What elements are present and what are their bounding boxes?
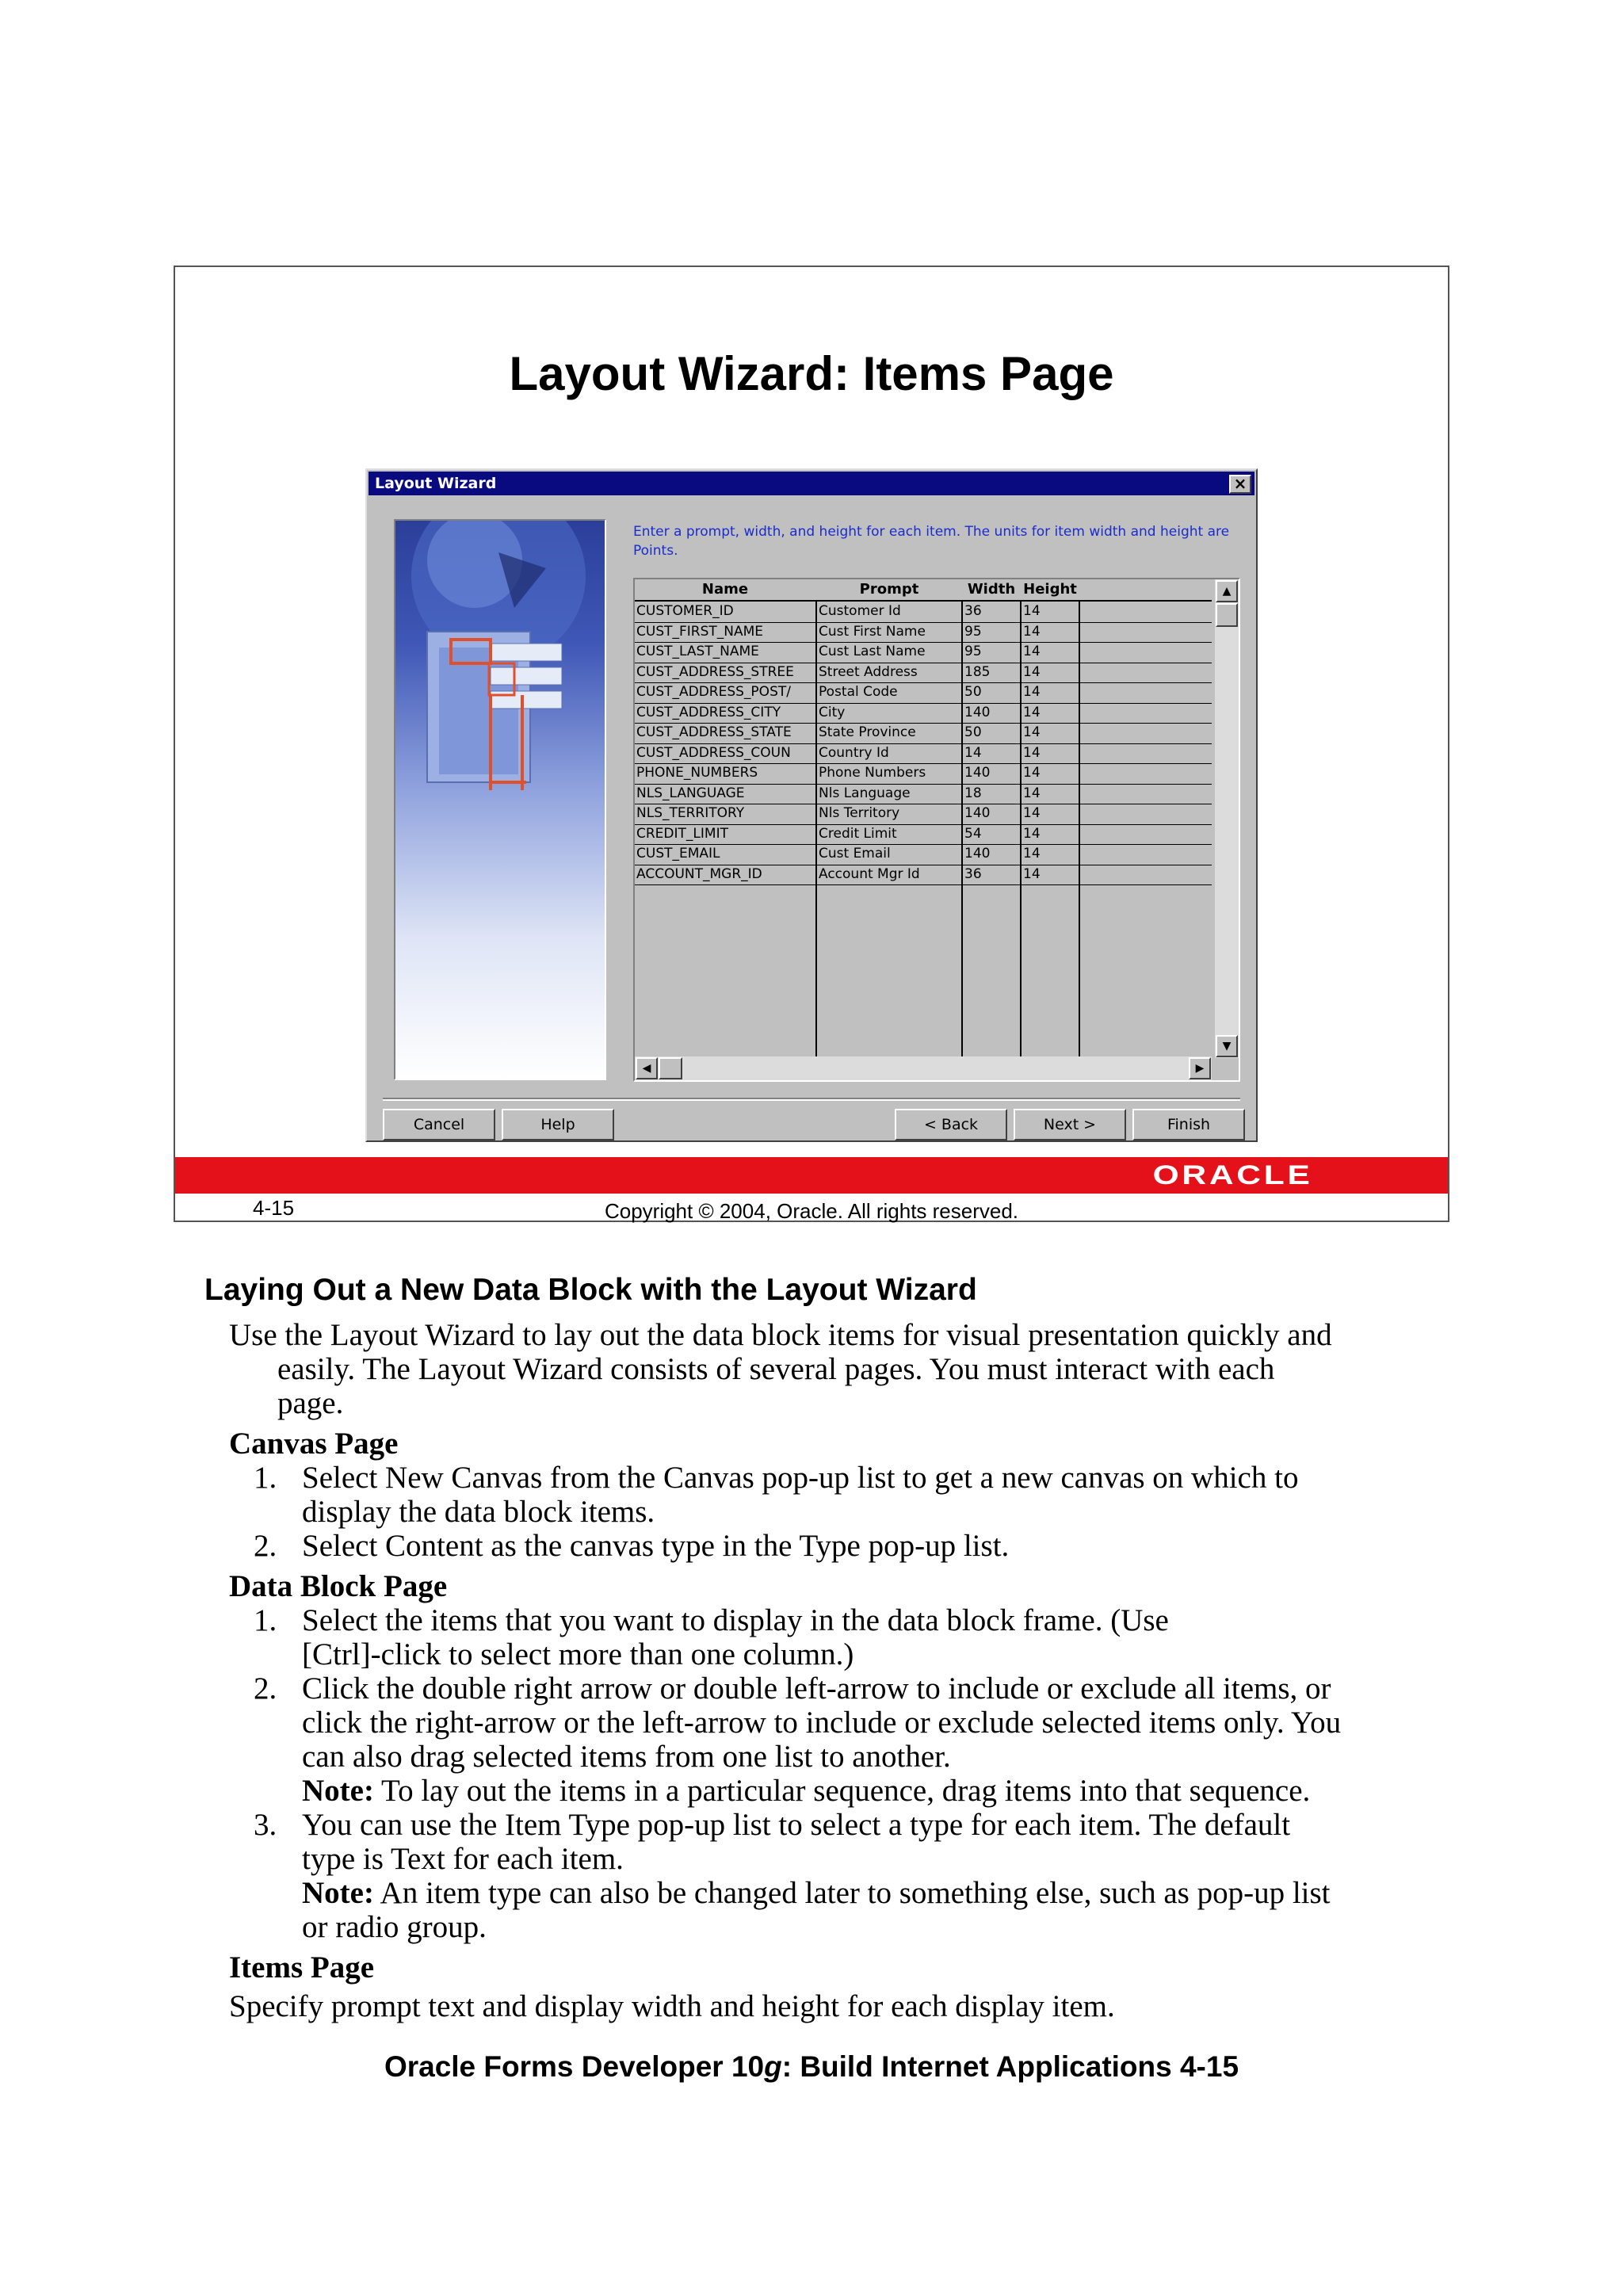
scroll-thumb[interactable] — [659, 1057, 682, 1079]
cell-width[interactable]: 36 — [964, 865, 982, 882]
cell-name[interactable]: CUST_ADDRESS_STATE — [636, 724, 792, 740]
cell-prompt[interactable]: Customer Id — [819, 603, 901, 619]
cell-width[interactable]: 95 — [964, 644, 982, 659]
list-number: 2. — [254, 1529, 277, 1563]
footer-g: g — [764, 2050, 782, 2083]
table-row[interactable] — [635, 622, 1212, 644]
footer-version: 10 — [731, 2050, 765, 2083]
cell-height[interactable]: 14 — [1023, 704, 1041, 720]
table-row[interactable] — [635, 763, 1212, 785]
cancel-button[interactable]: Cancel — [383, 1109, 495, 1140]
table-row[interactable] — [635, 642, 1212, 663]
intro-line-2: easily. The Layout Wizard consists of several pages. You must interact with each — [277, 1352, 1275, 1386]
cell-height[interactable]: 14 — [1023, 724, 1041, 740]
table-row[interactable] — [635, 602, 1212, 623]
list-text: You can use the Item Type pop-up list to select a type for each item. The default — [302, 1808, 1291, 1842]
cell-height[interactable]: 14 — [1023, 644, 1041, 659]
table-row[interactable] — [635, 743, 1212, 765]
header-width: Width — [967, 581, 1016, 598]
cell-height[interactable]: 14 — [1023, 623, 1041, 640]
table-row[interactable] — [635, 682, 1212, 704]
cell-name[interactable]: CUST_ADDRESS_COUN — [636, 744, 791, 761]
list-text: Select Content as the canvas type in the Type pop-up list. — [302, 1529, 1010, 1563]
finish-button[interactable]: Finish — [1132, 1109, 1245, 1140]
cell-prompt[interactable]: Cust Email — [819, 846, 891, 861]
cell-prompt[interactable]: Phone Numbers — [819, 765, 926, 781]
wizard-illustration — [394, 519, 606, 1080]
table-row[interactable] — [635, 723, 1212, 744]
cell-name[interactable]: CUST_LAST_NAME — [636, 644, 759, 659]
cell-width[interactable]: 140 — [964, 846, 991, 861]
footer-text: Oracle Forms Developer — [384, 2050, 731, 2083]
cell-name[interactable]: CUST_FIRST_NAME — [636, 623, 764, 640]
data-block-page-heading: Data Block Page — [229, 1569, 448, 1603]
next-button[interactable]: Next > — [1014, 1109, 1126, 1140]
slide-title: Layout Wizard: Items Page — [509, 347, 1114, 400]
cell-prompt[interactable]: Cust Last Name — [819, 644, 926, 659]
header-name: Name — [701, 581, 749, 598]
list-number: 1. — [254, 1603, 277, 1637]
list-number: 2. — [254, 1671, 277, 1706]
header-height: Height — [1023, 581, 1077, 598]
cell-prompt[interactable]: Nls Language — [819, 785, 911, 801]
table-row[interactable] — [635, 703, 1212, 724]
scroll-down-icon[interactable]: ▼ — [1216, 1035, 1238, 1057]
page-footer — [0, 2050, 1623, 2084]
list-text: can also drag selected items from one list to another. — [302, 1740, 951, 1774]
note-line — [302, 1876, 1331, 1910]
grid-header — [635, 579, 1212, 602]
table-row[interactable] — [635, 844, 1212, 865]
cell-name[interactable]: NLS_LANGUAGE — [636, 785, 745, 801]
vertical-scrollbar[interactable] — [1215, 579, 1239, 1058]
note-label: Note: — [302, 1876, 374, 1910]
scroll-right-icon[interactable]: ▶ — [1189, 1057, 1211, 1079]
cell-prompt[interactable]: Cust First Name — [819, 623, 926, 640]
cell-name[interactable]: CUST_ADDRESS_POST/ — [636, 684, 791, 700]
cell-width[interactable]: 185 — [964, 663, 991, 680]
cell-height[interactable]: 14 — [1023, 846, 1041, 861]
items-grid — [633, 578, 1240, 1082]
note-text-cont: or radio group. — [302, 1910, 487, 1944]
list-text: Select the items that you want to display in the data block frame. (Use — [302, 1603, 1169, 1637]
cell-height[interactable]: 14 — [1023, 865, 1041, 882]
table-row[interactable] — [635, 784, 1212, 805]
intro-line-1: Use the Layout Wizard to lay out the data block items for visual presentation quickly and — [229, 1318, 1332, 1352]
footer-text-end: : Build Internet Applications 4-15 — [781, 2050, 1239, 2083]
items-page-text: Specify prompt text and display width and height for each display item. — [229, 1989, 1115, 2023]
cell-name[interactable]: CREDIT_LIMIT — [636, 825, 728, 842]
cell-height[interactable]: 14 — [1023, 744, 1041, 761]
cell-prompt[interactable]: State Province — [819, 724, 916, 740]
cell-prompt[interactable]: Nls Territory — [819, 805, 900, 821]
note-line — [302, 1774, 1310, 1808]
oracle-logo — [1153, 1160, 1313, 1191]
list-number: 3. — [254, 1808, 277, 1842]
close-icon[interactable]: × — [1229, 475, 1251, 494]
cell-height[interactable]: 14 — [1023, 663, 1041, 680]
cell-width[interactable]: 14 — [964, 744, 982, 761]
cell-name[interactable]: CUST_ADDRESS_STREE — [636, 663, 794, 680]
cell-height[interactable]: 14 — [1023, 603, 1041, 619]
oracle-logo-text: ORACLE — [1153, 1160, 1313, 1190]
cell-name[interactable]: ACCOUNT_MGR_ID — [636, 865, 762, 882]
layout-wizard-window — [365, 468, 1258, 1142]
note-label: Note: — [302, 1774, 374, 1808]
note-text: An item type can also be changed later to something else, such as pop-up list — [373, 1876, 1331, 1910]
list-text: Click the double right arrow or double left-arrow to include or exclude all items, or — [302, 1671, 1331, 1706]
cell-width[interactable]: 36 — [964, 603, 982, 619]
slide-number: 4-15 — [253, 1196, 295, 1220]
cell-height[interactable]: 14 — [1023, 785, 1041, 801]
table-row[interactable] — [635, 865, 1212, 886]
cell-prompt[interactable]: Country Id — [819, 744, 889, 761]
note-text: To lay out the items in a particular sequence, drag items into that sequence. — [373, 1774, 1311, 1808]
list-text: type is Text for each item. — [302, 1842, 624, 1876]
cell-width[interactable]: 18 — [964, 785, 982, 801]
scroll-thumb[interactable] — [1216, 603, 1238, 627]
cell-width[interactable]: 140 — [964, 805, 991, 821]
cell-width[interactable]: 95 — [964, 623, 982, 640]
items-page-heading: Items Page — [229, 1950, 375, 1985]
cell-name[interactable]: NLS_TERRITORY — [636, 805, 745, 821]
cell-height[interactable]: 14 — [1023, 684, 1041, 700]
cell-prompt[interactable]: Account Mgr Id — [819, 865, 920, 882]
button-separator — [383, 1098, 1240, 1101]
cell-height[interactable]: 14 — [1023, 765, 1041, 781]
cell-name[interactable]: CUSTOMER_ID — [636, 603, 734, 619]
scroll-left-icon[interactable]: ◀ — [636, 1057, 658, 1079]
list-text: click the right-arrow or the left-arrow to include or exclude selected items only. You — [302, 1706, 1342, 1740]
cell-name[interactable]: CUST_ADDRESS_CITY — [636, 704, 781, 720]
table-row[interactable] — [635, 804, 1212, 825]
list-number: 1. — [254, 1461, 277, 1495]
cell-prompt[interactable]: Credit Limit — [819, 825, 897, 842]
help-button[interactable]: Help — [502, 1109, 614, 1140]
section-heading: Laying Out a New Data Block with the Layout Wizard — [204, 1273, 977, 1307]
list-text: [Ctrl]-click to select more than one column.) — [302, 1637, 854, 1671]
cell-prompt[interactable]: Street Address — [819, 663, 918, 680]
cell-width[interactable]: 50 — [964, 684, 982, 700]
copyright-notice: Copyright © 2004, Oracle. All rights reserved. — [604, 1199, 1019, 1223]
window-titlebar — [369, 472, 1254, 495]
header-prompt: Prompt — [859, 581, 919, 598]
cell-width[interactable]: 50 — [964, 724, 982, 740]
cell-prompt[interactable]: City — [819, 704, 846, 720]
window-title: Layout Wizard — [375, 475, 497, 492]
cell-width[interactable]: 140 — [964, 704, 991, 720]
cell-width[interactable]: 140 — [964, 765, 991, 781]
scroll-up-icon[interactable]: ▲ — [1216, 580, 1238, 602]
cell-name[interactable]: PHONE_NUMBERS — [636, 765, 758, 781]
canvas-page-heading: Canvas Page — [229, 1427, 399, 1461]
horizontal-scrollbar[interactable] — [635, 1056, 1212, 1080]
cell-prompt[interactable]: Postal Code — [819, 684, 898, 700]
list-text: display the data block items. — [302, 1495, 655, 1529]
cell-height[interactable]: 14 — [1023, 805, 1041, 821]
table-row[interactable] — [635, 824, 1212, 846]
cell-name[interactable]: CUST_EMAIL — [636, 846, 720, 861]
cell-height[interactable]: 14 — [1023, 825, 1041, 842]
intro-line-3: page. — [277, 1386, 344, 1420]
back-button[interactable]: < Back — [895, 1109, 1007, 1140]
list-text: Select New Canvas from the Canvas pop-up list to get a new canvas on which to — [302, 1461, 1299, 1495]
instructions-text: Enter a prompt, width, and height for each item. The units for item width and height are Points. — [633, 524, 1230, 559]
cell-width[interactable]: 54 — [964, 825, 982, 842]
slide-frame — [174, 266, 1449, 1222]
table-row[interactable] — [635, 663, 1212, 684]
